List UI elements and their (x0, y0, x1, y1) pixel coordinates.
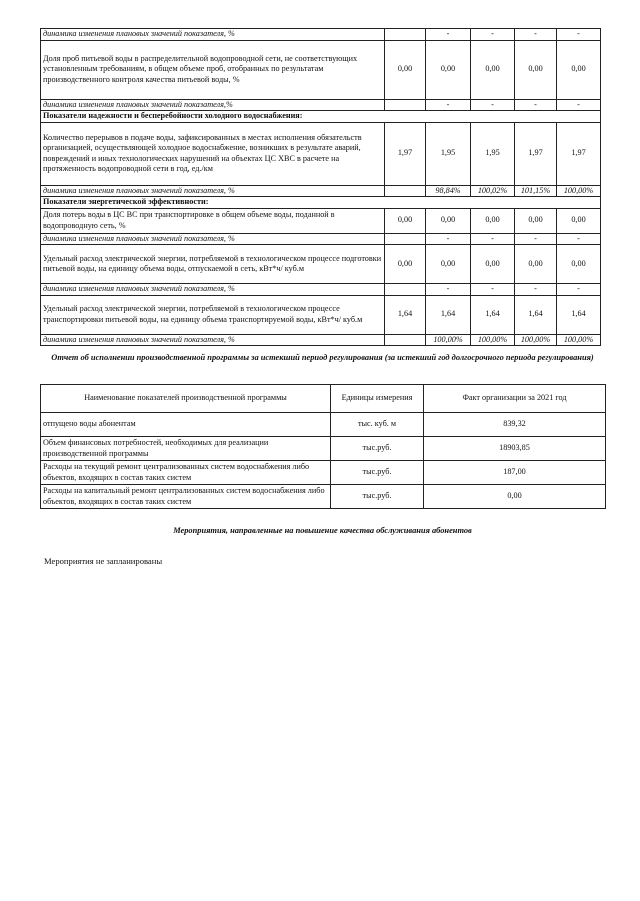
indicator-label: динамика изменения плановых значений показателя, % (41, 334, 385, 346)
value-cell: - (426, 29, 471, 41)
fact-cell: 18903,85 (424, 437, 606, 461)
indicator-label: Показатели надежности и бесперебойности холодного водоснабжения: (41, 111, 601, 123)
indicator-label: Показатели энергетической эффективности: (41, 197, 601, 209)
value-cell: 1,97 (385, 122, 426, 185)
indicator-cell: Расходы на капитальный ремонт централизованных систем водоснабжения либо объектов, входящих в состав таких систем (41, 485, 331, 509)
value-cell: - (515, 99, 557, 111)
fact-cell: 187,00 (424, 461, 606, 485)
value-cell: - (557, 29, 601, 41)
indicator-label: динамика изменения плановых значений показателя, % (41, 29, 385, 41)
value-cell: 100,00% (557, 334, 601, 346)
indicator-label: Доля потерь воды в ЦС ВС при транспортировке в общем объеме воды, поданной в водопроводную сеть, % (41, 208, 385, 233)
value-cell: 0,00 (426, 208, 471, 233)
measures-title: Мероприятия, направленные на повышение качества обслуживания абонентов (173, 526, 472, 535)
value-cell: - (471, 29, 515, 41)
value-cell: 101,15% (515, 185, 557, 197)
planned-indicators-table (40, 28, 601, 346)
indicator-row (41, 245, 601, 284)
fact-cell: 0,00 (424, 485, 606, 509)
column-header-unit: Единицы измерения (331, 385, 424, 413)
value-cell (385, 284, 426, 296)
fact-cell: 839,32 (424, 413, 606, 437)
value-cell: 0,00 (557, 245, 601, 284)
value-cell: 100,00% (426, 334, 471, 346)
column-header-fact: Факт организации за 2021 год (424, 385, 606, 413)
indicator-label: динамика изменения плановых значений показателя, % (41, 233, 385, 245)
value-cell: 100,00% (471, 334, 515, 346)
dynamics-row (41, 334, 601, 346)
value-cell: 1,97 (515, 122, 557, 185)
value-cell (385, 29, 426, 41)
value-cell: 1,64 (471, 295, 515, 334)
indicator-label: динамика изменения плановых значений показателя, % (41, 185, 385, 197)
value-cell: 98,84% (426, 185, 471, 197)
value-cell: - (515, 233, 557, 245)
indicator-label: Удельный расход электрической энергии, потребляемой в технологическом процессе транспортировки питьевой воды, на единицу объема транспортируемой воды, кВт*ч/ куб.м (41, 295, 385, 334)
value-cell: 0,00 (426, 245, 471, 284)
unit-cell: тыс.руб. (331, 437, 424, 461)
indicator-cell: Объем финансовых потребностей, необходимых для реализации производственной программы (41, 437, 331, 461)
value-cell: - (471, 99, 515, 111)
dynamics-row (41, 284, 601, 296)
value-cell: 0,00 (471, 208, 515, 233)
value-cell: 0,00 (385, 40, 426, 99)
value-cell: 1,64 (515, 295, 557, 334)
value-cell: - (426, 233, 471, 245)
value-cell: 1,64 (557, 295, 601, 334)
value-cell: 100,00% (557, 185, 601, 197)
value-cell: 0,00 (426, 40, 471, 99)
value-cell: - (426, 284, 471, 296)
value-cell (385, 99, 426, 111)
value-cell: 1,97 (557, 122, 601, 185)
table-row (41, 413, 606, 437)
value-cell: 0,00 (385, 245, 426, 284)
value-cell: 0,00 (557, 208, 601, 233)
value-cell: 0,00 (471, 40, 515, 99)
value-cell: 1,64 (426, 295, 471, 334)
section-header-row (41, 111, 601, 123)
value-cell (385, 334, 426, 346)
value-cell: 0,00 (557, 40, 601, 99)
production-program-report-table (40, 384, 606, 509)
indicator-label: Удельный расход электрической энергии, потребляемой в технологическом процессе подготовки питьевой воды, на единицу объема воды, отпускаемой в сеть, кВт*ч/ куб.м (41, 245, 385, 284)
value-cell: - (471, 284, 515, 296)
value-cell: - (426, 99, 471, 111)
dynamics-row (41, 99, 601, 111)
unit-cell: тыс.руб. (331, 461, 424, 485)
indicator-row (41, 40, 601, 99)
column-header-indicator: Наименование показателей производственной программы (41, 385, 331, 413)
indicator-cell: Расходы на текущий ремонт централизованных систем водоснабжения либо объектов, входящих в состав таких систем (41, 461, 331, 485)
dynamics-row (41, 185, 601, 197)
value-cell: 1,95 (426, 122, 471, 185)
indicator-cell: отпущено воды абонентам (41, 413, 331, 437)
value-cell: 0,00 (385, 208, 426, 233)
value-cell: 1,95 (471, 122, 515, 185)
value-cell: 0,00 (515, 245, 557, 284)
table-row (41, 437, 606, 461)
value-cell: - (471, 233, 515, 245)
indicator-row (41, 208, 601, 233)
report-title: Отчет об исполнении производственной программы за истекший период регулирования (за истекший год долгосрочного периода регулирования) (51, 353, 594, 362)
value-cell: - (557, 233, 601, 245)
indicator-row (41, 295, 601, 334)
value-cell: 0,00 (515, 40, 557, 99)
value-cell (385, 233, 426, 245)
table-header-row (41, 385, 606, 413)
dynamics-row (41, 29, 601, 41)
indicator-label: динамика изменения плановых значений показателя,% (41, 99, 385, 111)
value-cell: 1,64 (385, 295, 426, 334)
value-cell: - (557, 284, 601, 296)
measures-note: Мероприятия не запланированы (44, 556, 163, 566)
unit-cell: тыс. куб. м (331, 413, 424, 437)
indicator-label: Количество перерывов в подаче воды, зафиксированных в местах исполнения обязательств организацией, осуществляющей холодное водоснабжение, возникших в результате аварий, повреждений и иных технологических нарушений на объектах ЦС ХВС в расчете на протяженность водопроводной сети в год, ед./км (41, 122, 385, 185)
value-cell: 100,02% (471, 185, 515, 197)
indicator-label: Доля проб питьевой воды в распределительной водопроводной сети, не соответствующих установленным требованиям, в общем объеме проб, отобранных по результатам производственного контроля качества питьевой воды, % (41, 40, 385, 99)
value-cell: - (557, 99, 601, 111)
value-cell: 0,00 (515, 208, 557, 233)
value-cell (385, 185, 426, 197)
value-cell: 100,00% (515, 334, 557, 346)
table-row (41, 461, 606, 485)
indicator-label: динамика изменения плановых значений показателя, % (41, 284, 385, 296)
table-row (41, 485, 606, 509)
section-header-row (41, 197, 601, 209)
value-cell: 0,00 (471, 245, 515, 284)
unit-cell: тыс.руб. (331, 485, 424, 509)
value-cell: - (515, 29, 557, 41)
value-cell: - (515, 284, 557, 296)
dynamics-row (41, 233, 601, 245)
indicator-row (41, 122, 601, 185)
